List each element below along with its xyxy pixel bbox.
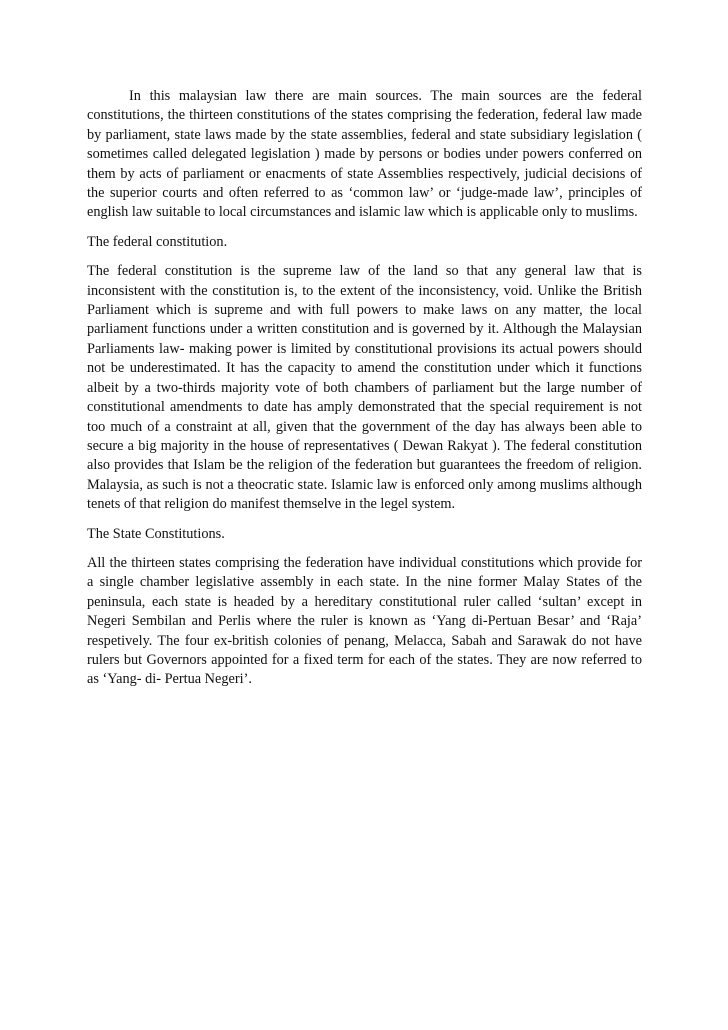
document-body — [87, 87, 642, 700]
section-body-state-constitutions: All the thirteen states comprising the federation have individual constitutions which provide for a single chamber legislative assembly in each state. In the nine former Malay States of the peninsula, each state is headed by a hereditary constitutional ruler called ‘sultan’ except in Negeri Sembilan and Perlis where the ruler is known as ‘Yang di-Pertuan Besar’ and ‘Raja’ respetively. The four ex-british colonies of penang, Melacca, Sabah and Sarawak do not have rulers but Governors appointed for a fixed term for each of the states. They are now referred to as ‘Yang- di- Pertua Negeri’. — [87, 554, 642, 688]
intro-paragraph: In this malaysian law there are main sources. The main sources are the federal constitutions, the thirteen constitutions of the states comprising the federation, federal law made by parliament, state laws made by the state assemblies, federal and state subsidiary legislation ( sometimes called delegated legislation ) made by persons or bodies under powers conferred on them by acts of parliament or enacments of state Assemblies respectively, judicial decisions of the superior courts and often referred to as ‘common law’ or ‘judge-made law’, principles of english law suitable to local circumstances and islamic law which is applicable only to muslims. — [87, 88, 642, 221]
section-heading-federal-constitution: The federal constitution. — [87, 233, 228, 250]
section-body-federal-constitution: The federal constitution is the supreme law of the land so that any general law that is inconsistent with the constitution is, to the extent of the inconsistency, void. Unlike the British Parliament which is supreme and with full powers to make laws on any matter, the local parliament functions under a written constitution and is governed by it. Although the Malaysian Parliaments law- making power is limited by constitutional provisions its actual powers should not be underestimated. It has the capacity to amend the constitution under which it functions albeit by a two-thirds majority vote of both chambers of parliament but the large number of constitutional amendments to date has amply demonstrated that the special requirement is not too much of a constraint at all, given that the government of the day has always been able to secure a big majority in the house of representatives ( Dewan Rakyat ). The federal constitution also provides that Islam be the religion of the federation but guarantees the freedom of religion. Malaysia, as such is not a theocratic state. Islamic law is enforced only among muslims although tenets of that religion do manifest themselve in the legel system. — [87, 263, 642, 513]
section-heading-state-constitutions: The State Constitutions. — [87, 525, 225, 542]
